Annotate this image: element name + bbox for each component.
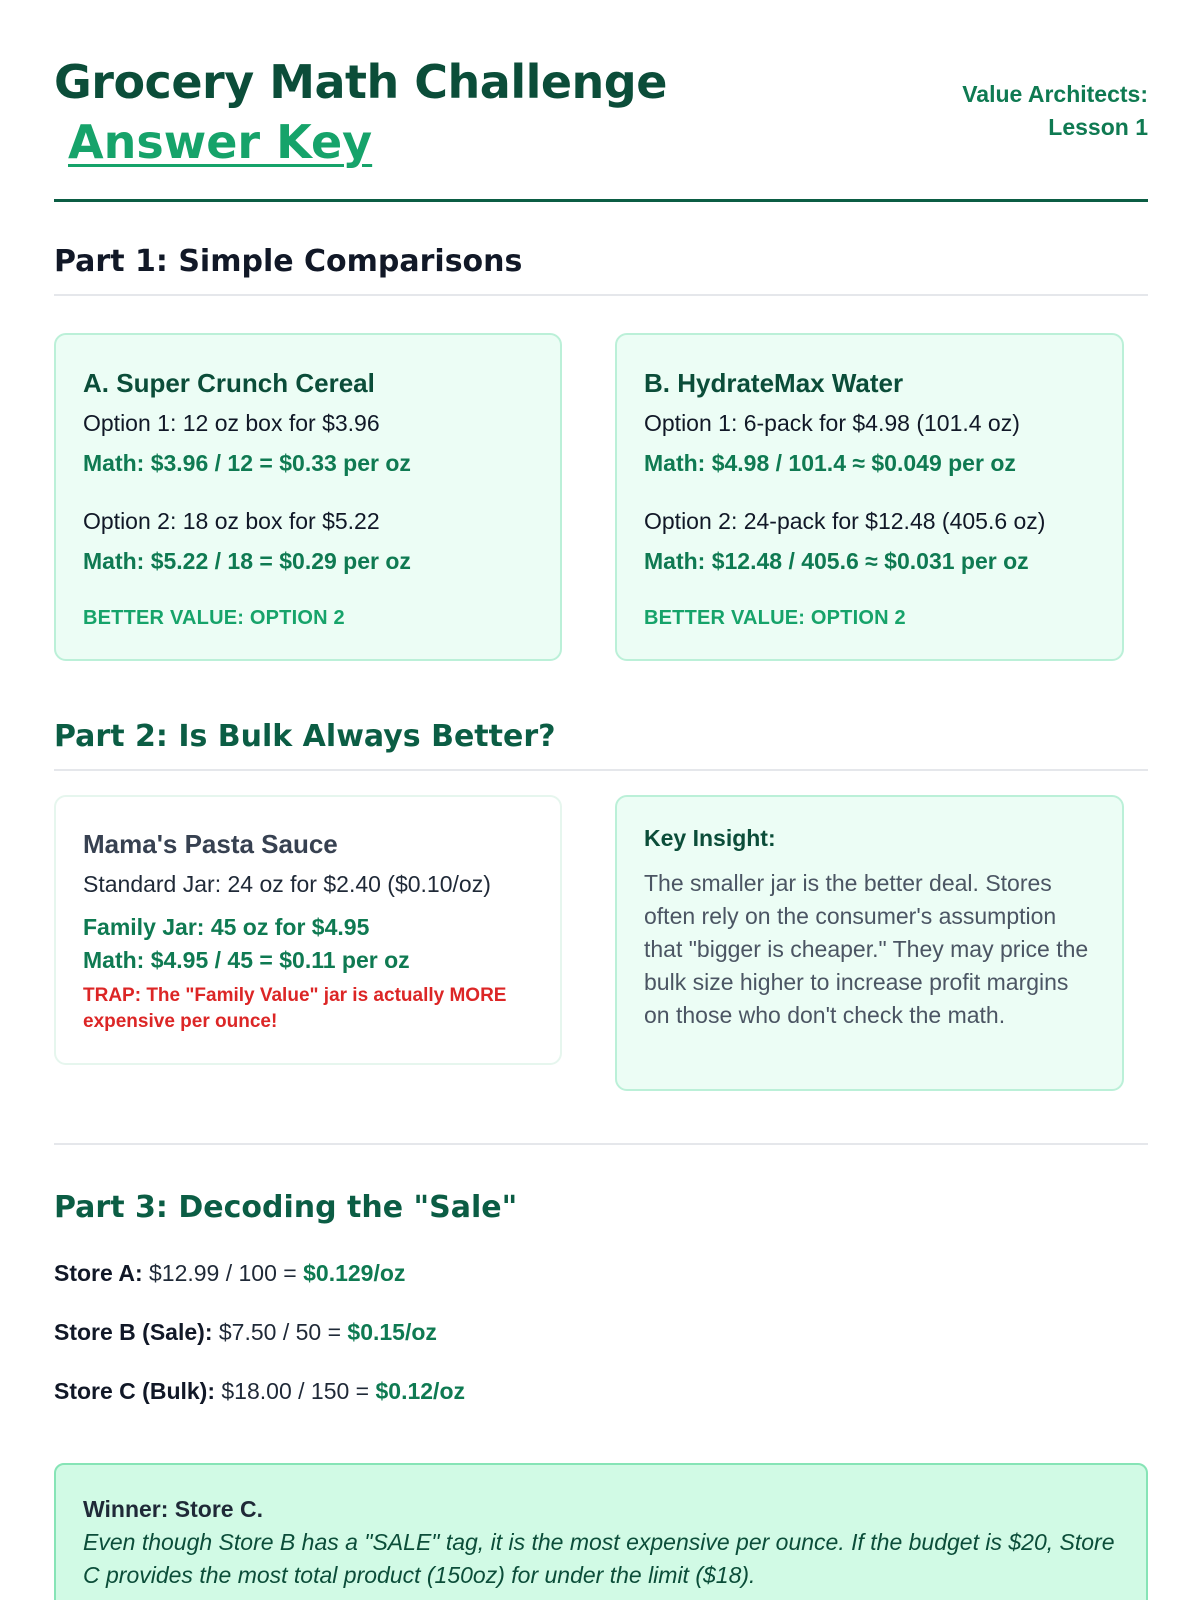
sauce-math: Math: $4.95 / 45 = $0.11 per oz (83, 947, 410, 973)
sauce-title: Mama's Pasta Sauce (83, 829, 338, 859)
water-math2: Math: $12.48 / 405.6 ≈ $0.031 per oz (644, 548, 1029, 574)
page-header (54, 52, 1148, 202)
meta-series: Value Architects: (962, 81, 1148, 107)
store-b-answer: $0.15/oz (347, 1319, 437, 1345)
cereal-verdict: BETTER VALUE: OPTION 2 (83, 607, 345, 629)
winner-title: Winner: Store C. (83, 1496, 263, 1522)
insight-title: Key Insight: (644, 825, 776, 851)
key-insight-card (615, 795, 1124, 1091)
cereal-title: A. Super Crunch Cereal (83, 368, 375, 398)
store-b-row (54, 1315, 437, 1349)
store-b-calc: $7.50 / 50 = (212, 1319, 348, 1345)
water-title: B. HydrateMax Water (644, 368, 904, 398)
winner-box (54, 1463, 1148, 1600)
page-title: Grocery Math Challenge (54, 55, 667, 109)
store-b-label: Store B (Sale): (54, 1319, 213, 1345)
water-math1: Math: $4.98 / 101.4 ≈ $0.049 per oz (644, 450, 1016, 476)
meta-lesson: Lesson 1 (1048, 114, 1148, 140)
store-c-row (54, 1374, 465, 1408)
winner-explanation: Even though Store B has a "SALE" tag, it is the most expensive per ounce. If the budget is $20, Store C provides the most total product (150oz) for under the limit ($18). (83, 1529, 1115, 1588)
sauce-trap-warning: TRAP: The "Family Value" jar is actually MORE expensive per ounce! (83, 985, 507, 1032)
water-card (615, 333, 1124, 661)
cereal-option2: Option 2: 18 oz box for $5.22 (83, 508, 380, 534)
store-a-answer: $0.129/oz (303, 1260, 406, 1286)
store-c-answer: $0.12/oz (375, 1378, 465, 1404)
part2-heading: Part 2: Is Bulk Always Better? (54, 717, 1148, 771)
insight-text: The smaller jar is the better deal. Stores often rely on the consumer's assumption that "bigger is cheaper." They may price the bulk size higher to increase profit margins on those who don't check the math. (644, 870, 1089, 1028)
store-c-calc: $18.00 / 150 = (215, 1378, 376, 1404)
pasta-sauce-card (54, 795, 562, 1065)
cereal-card (54, 333, 562, 661)
part1-heading: Part 1: Simple Comparisons (54, 242, 1148, 296)
sauce-family: Family Jar: 45 oz for $4.95 (83, 914, 370, 940)
answer-key-page (54, 0, 1148, 1600)
lesson-meta (962, 78, 1148, 144)
store-c-label: Store C (Bulk): (54, 1378, 215, 1404)
cereal-option1: Option 1: 12 oz box for $3.96 (83, 410, 380, 436)
cereal-math2: Math: $5.22 / 18 = $0.29 per oz (83, 548, 411, 574)
sauce-standard: Standard Jar: 24 oz for $2.40 ($0.10/oz) (83, 871, 491, 897)
water-option1: Option 1: 6-pack for $4.98 (101.4 oz) (644, 410, 1020, 436)
water-verdict: BETTER VALUE: OPTION 2 (644, 607, 906, 629)
page-subtitle: Answer Key (68, 115, 373, 169)
water-option2: Option 2: 24-pack for $12.48 (405.6 oz) (644, 508, 1046, 534)
cereal-math1: Math: $3.96 / 12 = $0.33 per oz (83, 450, 411, 476)
part3-heading: Part 3: Decoding the "Sale" (54, 1190, 518, 1225)
store-a-calc: $12.99 / 100 = (142, 1260, 304, 1286)
store-a-label: Store A: (54, 1260, 143, 1286)
section-divider (54, 1143, 1148, 1145)
store-a-row (54, 1256, 405, 1290)
